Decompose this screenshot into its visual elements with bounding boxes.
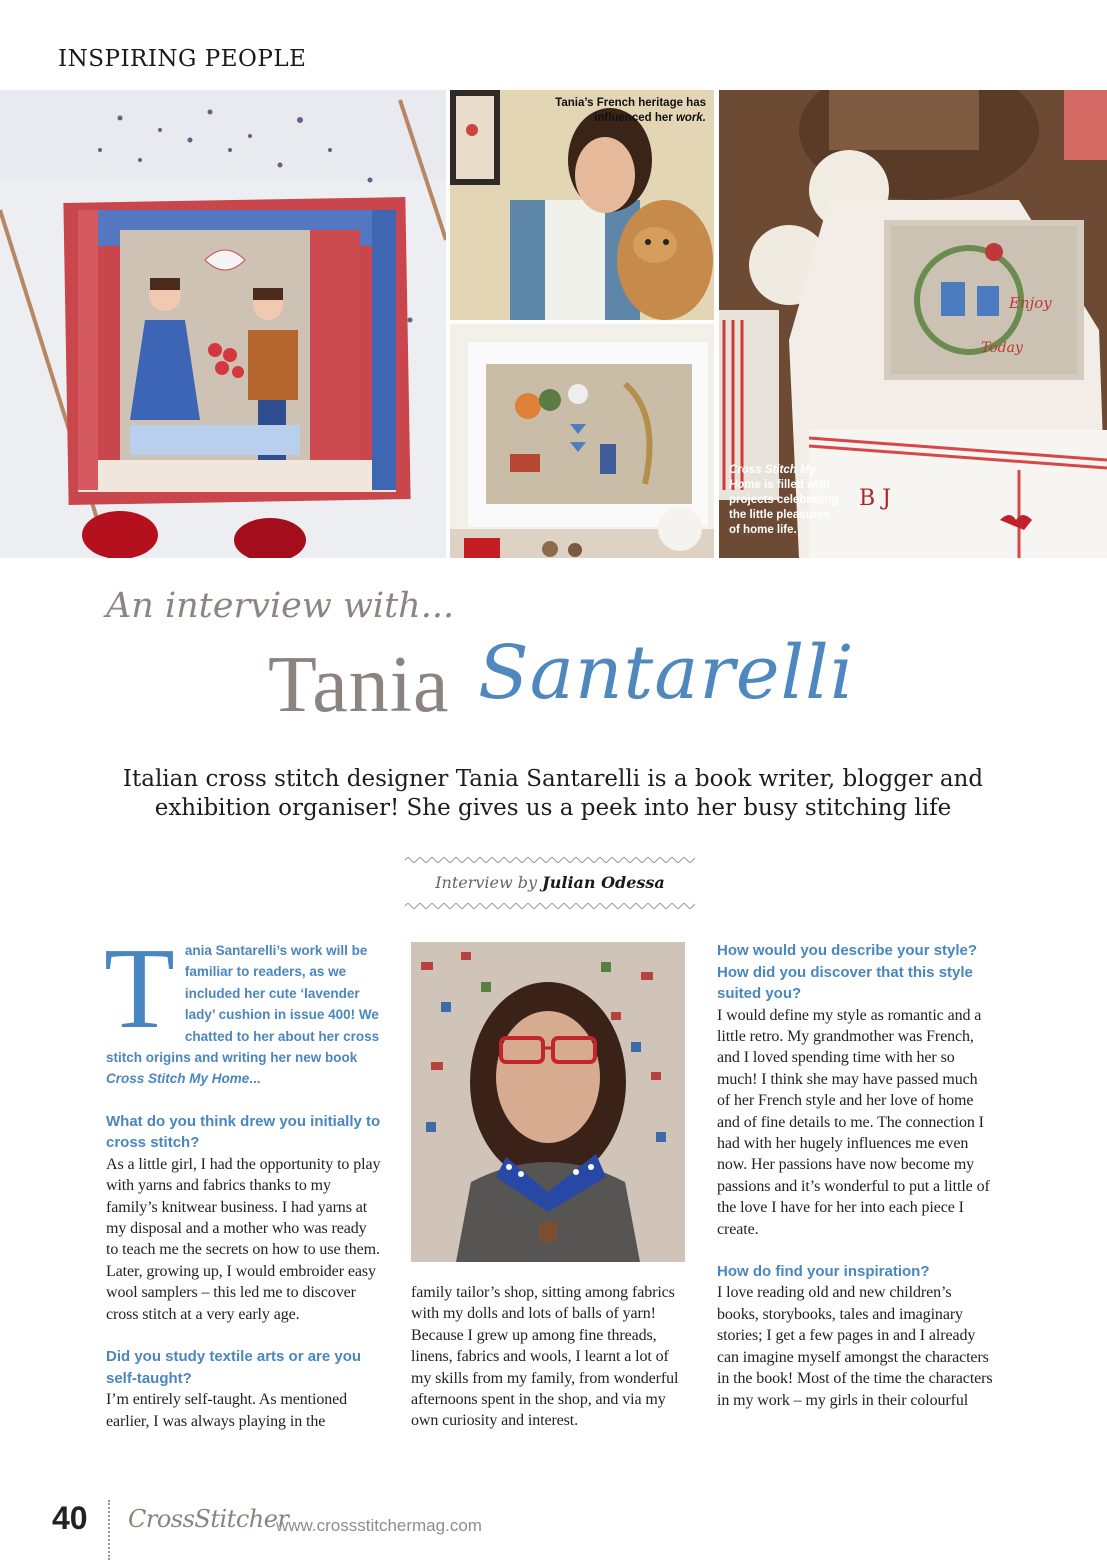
- title-last-name: Santarelli: [478, 630, 855, 716]
- home-caption: [729, 463, 839, 538]
- question-3: How would you describe your style? How did you discover that this style suited you?: [717, 942, 978, 1002]
- article-column-3: [717, 940, 993, 1411]
- article-intro-book: Cross Stitch My Home: [106, 1071, 250, 1087]
- apron-enjoy-text: Enjoy: [1009, 294, 1052, 312]
- tania-portrait-photo: [411, 942, 685, 1262]
- paragraph-gap: [717, 1240, 993, 1261]
- section-tag: INSPIRING PEOPLE: [58, 46, 307, 72]
- title-kicker: An interview with...: [106, 586, 455, 626]
- article-column-1: [104, 925, 382, 1432]
- byline-author: Julian Odessa: [542, 873, 665, 892]
- question-2: Did you study textile arts or are you self-taught?: [106, 1348, 362, 1387]
- footer-divider: [108, 1500, 112, 1560]
- framed-sampler-photo: [450, 324, 714, 558]
- paragraph-gap: [106, 1325, 382, 1346]
- question-1: What do you think drew you initially to cross stitch?: [106, 1112, 381, 1152]
- page-number: 40: [52, 1500, 88, 1536]
- answer-3: I would define my style as romantic and a little retro. My grandmother was French, and I loved spending time with her so much! I think she may have passed much of her French style and her love of home and of fine details to me. The connection I had with her hugely influences me even now. Her passions have now become my passions and it’s wonderful to put a little of the love I have for her into each piece I create.: [717, 1006, 990, 1238]
- byline: [405, 873, 695, 892]
- article-column-2: [411, 1282, 687, 1432]
- title-first-name: Tania: [268, 641, 450, 729]
- apron-today-text: Today: [981, 340, 1023, 356]
- home-caption-text: is filled with projects celebrating the little pleasures of home life.: [729, 479, 839, 536]
- zigzag-divider-bottom: [405, 903, 695, 909]
- apron-photo: [719, 90, 1107, 558]
- drop-cap: T: [104, 925, 175, 1053]
- answer-2: I’m entirely self-taught. As mentioned earlier, I was always playing in the: [106, 1391, 348, 1430]
- portrait-dog-photo: [450, 90, 714, 320]
- heritage-caption: [536, 96, 706, 126]
- zigzag-divider-top: [405, 857, 695, 863]
- standfirst: Italian cross stitch designer Tania Santarelli is a book writer, blogger and exhibition organiser! She gives us a peek into her busy stitching life: [122, 766, 984, 821]
- website-url[interactable]: www.crossstitchermag.com: [276, 1516, 482, 1535]
- magazine-logo: CrossStitcher: [128, 1505, 289, 1533]
- heritage-caption-text: Tania’s French heritage has influenced her: [555, 97, 706, 124]
- paragraph-gap: [106, 1090, 382, 1111]
- answer-4: I love reading old and new children’s books, storybooks, tales and imaginary stories; I get a few pages in and I already can imagine myself amongst the characters in the book! Most of the time the characters in my work – my girls in their colourful: [717, 1284, 993, 1409]
- heritage-caption-emphasis: work.: [675, 112, 706, 124]
- answer-2-continued: family tailor’s shop, sitting among fabrics with my dolls and lots of balls of yarn! Because I grew up among fine threads, linens, fabrics and wools, I learnt a lot of my skills from my family, from wonderful afternoons spent in the shop, and via my own curiosity and interest.: [411, 1284, 679, 1430]
- apron-initials: B J: [859, 486, 891, 511]
- home-caption-book: Cross Stitch My Home: [729, 464, 816, 491]
- cushion-photo: [0, 90, 446, 558]
- question-4: How do find your inspiration?: [717, 1262, 930, 1280]
- byline-prefix: Interview by: [435, 873, 538, 892]
- article-intro-text: ania Santarelli’s work will be familiar to readers, as we included her cute ‘lavender lady’ cushion in issue 400! We chatted to her about her cross stitch origins and writing her new book: [106, 943, 380, 1066]
- answer-1: As a little girl, I had the opportunity to play with yarns and fabrics thanks to my family’s knitwear business. I had yarns at my disposal and a mother who was ready to teach me the secrets on how to use them. Later, growing up, I would embroider easy wool samplers – this led me to discover cross stitch at a very early age.: [106, 1155, 381, 1323]
- article-intro-end: ...: [249, 1071, 261, 1087]
